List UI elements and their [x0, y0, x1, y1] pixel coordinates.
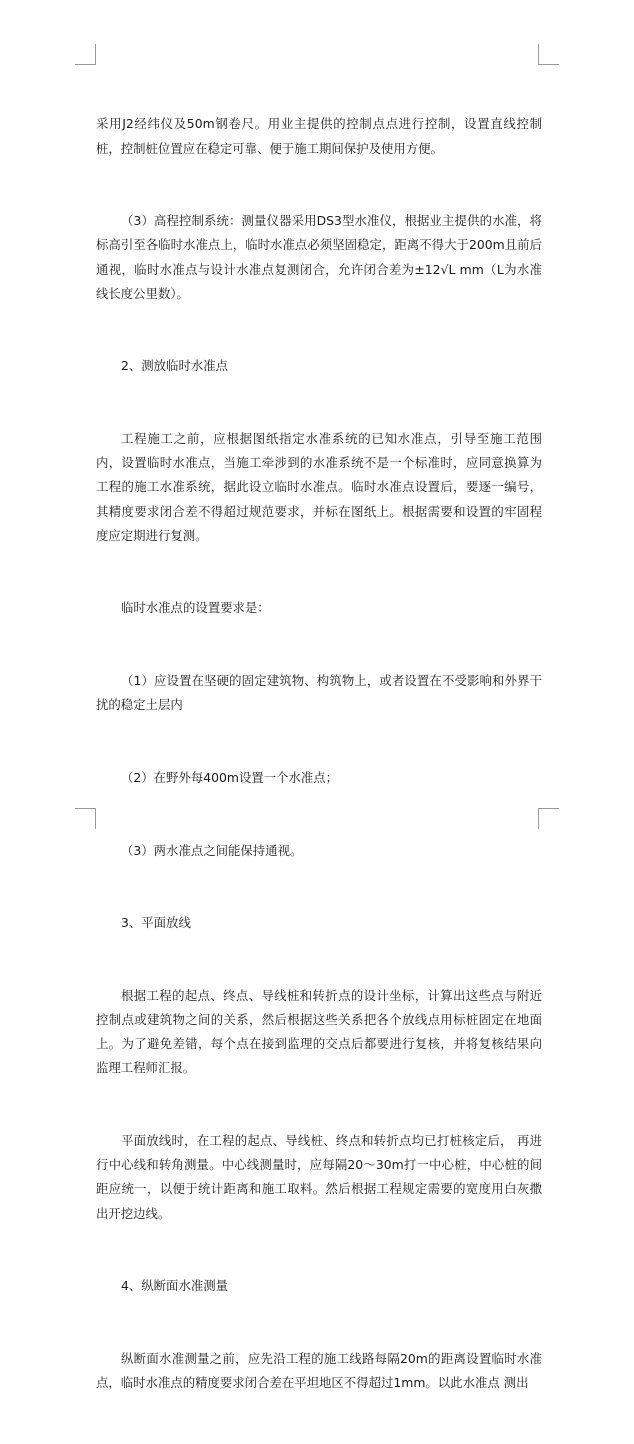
- section-heading: 3、平面放线: [121, 915, 191, 931]
- section-heading: 2、测放临时水准点: [121, 358, 229, 374]
- list-item: （1）应设置在坚硬的固定建筑物、构筑物上，或者设置在不受影响和外界干扰的稳定土层内: [96, 673, 542, 713]
- crop-mark-bottom-left: [75, 808, 96, 829]
- paragraph: 纵断面水准测量之前，应先沿工程的施工线路每隔20m的距离设置临时水准点，临时水准点的精度要求闭合差在平坦地区不得超过1mm。以此水准点 测出: [96, 1350, 542, 1390]
- crop-mark-top-left: [75, 44, 96, 65]
- paragraph: 临时水准点的设置要求是：: [121, 600, 270, 616]
- paragraph: （3）高程控制系统：测量仪器采用DS3型水准仪，根据业主提供的水准，将标高引至各临时水准点上，临时水准点必须坚固稳定，距离不得大于200m且前后通视，临时水准点与设计水准点复测闭合，允许闭合差为±12√L mm（L为水准线长度公里数）。: [96, 213, 542, 301]
- list-item: （3）两水准点之间能保持通视。: [121, 842, 303, 858]
- paragraph: 根据工程的起点、终点、导线桩和转折点的设计坐标，计算出这些点与附近控制点或建筑物之间的关系，然后根据这些关系把各个放线点用标桩固定在地面上。为了避免差错，每个点在接到监理的交点后都要进行复核，并将复核结果向监理工程师汇报。: [96, 987, 542, 1076]
- paragraph: 平面放线时，在工程的起点、导线桩、终点和转折点均已打桩核定后， 再进行中心线和转角测量。中心线测量时，应每隔20～30m打一中心桩，中心桩的间距应统一，以便于统计距离和施工取料。然后根据工程规定需要的宽度用白灰撒出开挖边线。: [96, 1132, 542, 1221]
- document-body: [96, 64, 542, 1444]
- list-item: （2）在野外每400m设置一个水准点；: [121, 769, 339, 785]
- crop-mark-top-right: [538, 44, 559, 65]
- paragraph: 采用J2经纬仪及50m钢卷尺。用业主提供的控制点点进行控制，设置直线控制桩，控制桩位置应在稳定可靠、便于施工期间保护及使用方便。: [96, 116, 542, 156]
- section-heading: 4、纵断面水准测量: [121, 1278, 229, 1294]
- paragraph: 工程施工之前，应根据图纸指定水准系统的已知水准点，引导至施工范围内，设置临时水准点，当施工牵涉到的水准系统不是一个标准时，应同意换算为工程的施工水准系统，据此设立临时水准点。临时水准点设置后，要逐一编号，其精度要求闭合差不得超过规范要求，并标在图纸上。根据需要和设置的牢固程度应定期进行复测。: [96, 431, 542, 543]
